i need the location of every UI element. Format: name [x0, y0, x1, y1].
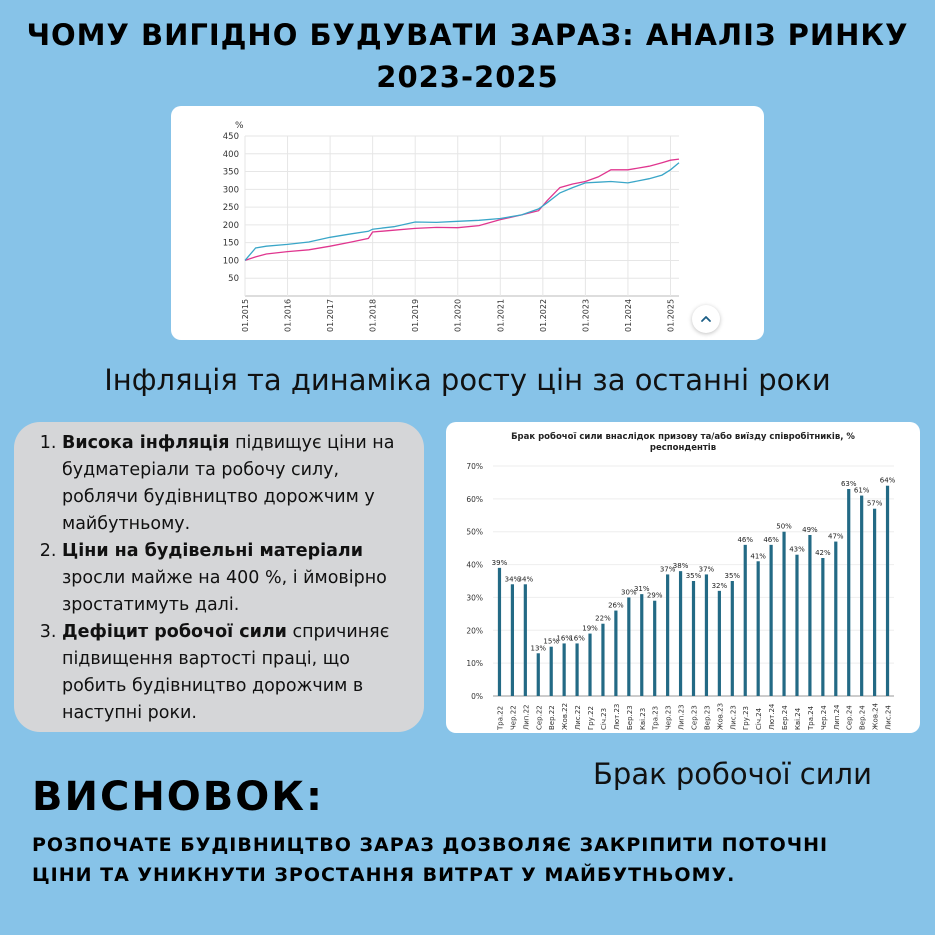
page-title: ЧОМУ ВИГІДНО БУДУВАТИ ЗАРАЗ: АНАЛІЗ РИНКУ 2023-2025	[26, 18, 909, 94]
list-item-strong: Висока інфляція	[62, 433, 230, 453]
x-tick-label: 01.2020	[453, 298, 463, 332]
x-tick-label: Жов.24	[871, 702, 880, 730]
bar	[757, 561, 760, 696]
x-tick-label: Гру.23	[742, 706, 751, 730]
bar-chart-x-ticks	[496, 702, 892, 731]
line-chart-series	[245, 159, 679, 260]
x-tick-label: Тра.23	[651, 705, 660, 730]
y-tick-label: 40%	[466, 560, 483, 570]
bar-data-label: 42%	[815, 549, 831, 557]
bar	[666, 574, 669, 696]
x-tick-label: Лис.22	[574, 705, 583, 730]
x-tick-label: 01.2024	[623, 298, 633, 332]
y-tick-label: 250	[222, 203, 239, 214]
x-tick-label: Бер.24	[781, 705, 790, 730]
x-tick-label: 01.2019	[411, 298, 421, 332]
x-tick-label: Сер.24	[845, 705, 854, 730]
y-tick-label: 100	[222, 256, 239, 267]
bar-data-label: 19%	[582, 624, 598, 633]
x-tick-label: Лют.24	[768, 703, 777, 730]
bar	[614, 611, 617, 696]
x-tick-label: Чер.23	[664, 705, 673, 730]
bar-data-label: 30%	[621, 588, 637, 597]
line-chart-y-ticks	[223, 132, 239, 284]
bar-data-label: 41%	[750, 552, 766, 561]
bar-data-label: 16%	[569, 634, 585, 643]
x-tick-label: Кві.24	[793, 707, 802, 730]
bar-data-label: 43%	[789, 545, 805, 554]
x-tick-label: Гру.22	[587, 706, 596, 730]
bar-data-label: 50%	[776, 522, 792, 531]
list-item-strong: Дефіцит робочої сили	[62, 622, 287, 642]
list-item-text: зросли майже на 400 %, і ймовірно зростатимуть далі.	[62, 568, 387, 615]
labor-shortage-bar-chart	[446, 422, 920, 733]
x-tick-label: Чер.22	[509, 705, 518, 730]
y-tick-label: 0%	[471, 692, 483, 701]
bar-data-label: 35%	[685, 572, 702, 580]
y-tick-label: 450	[222, 132, 239, 142]
bar-data-label: 16%	[556, 634, 572, 643]
bar	[653, 601, 656, 696]
x-tick-label: 01.2015	[241, 298, 250, 332]
line-chart-y-label: %	[235, 121, 244, 131]
clipped-heading	[231, 106, 291, 108]
bar-data-label: 22%	[595, 614, 611, 623]
bar	[705, 574, 708, 696]
x-tick-label: Лип.24	[832, 704, 841, 730]
x-tick-label: Жов.23	[716, 702, 725, 730]
bar-data-label: 49%	[802, 526, 818, 534]
y-tick-label: 150	[222, 238, 239, 249]
x-tick-label: Лис.23	[729, 705, 738, 730]
list-item	[62, 619, 410, 727]
conclusion-title: ВИСНОВОК:	[32, 774, 324, 820]
bar	[718, 591, 721, 696]
line-chart-grid	[245, 136, 679, 296]
y-tick-label: 50	[228, 274, 239, 285]
x-tick-label: Сер.22	[535, 705, 544, 730]
bar	[498, 568, 501, 696]
x-tick-label: 01.2018	[368, 298, 378, 332]
bar-chart-y-ticks	[466, 462, 483, 701]
bar-data-label: 35%	[724, 572, 741, 580]
bar-data-label: 46%	[763, 535, 779, 544]
bar-data-label: 26%	[608, 601, 624, 610]
bar	[679, 571, 682, 696]
bar	[692, 581, 695, 696]
bar-data-label: 13%	[530, 644, 547, 653]
bar	[537, 653, 540, 696]
bar-data-label: 15%	[543, 637, 559, 646]
bar	[563, 643, 566, 696]
bar	[834, 542, 837, 696]
x-tick-label: Лип.23	[677, 704, 686, 730]
list-item	[62, 538, 410, 619]
x-tick-label: Січ.24	[755, 707, 764, 730]
bar	[550, 647, 553, 696]
x-tick-label: 01.2025	[666, 298, 676, 332]
x-tick-label: Кві.23	[638, 707, 647, 730]
x-tick-label: Бер.23	[625, 705, 634, 730]
price-growth-line-chart	[171, 106, 764, 340]
y-tick-label: 10%	[466, 659, 483, 669]
x-tick-label: 01.2021	[496, 298, 506, 332]
bar	[640, 594, 643, 696]
y-tick-label: 300	[222, 185, 239, 196]
x-tick-label: Вер.24	[858, 705, 867, 730]
x-tick-label: Сер.23	[690, 705, 699, 730]
list-item-strong: Ціни на будівельні матеріали	[62, 541, 363, 561]
x-tick-label: Чер.24	[819, 705, 828, 730]
bar-chart-title	[511, 431, 855, 453]
bar-data-label: 38%	[672, 562, 689, 571]
x-tick-label: Лют.23	[612, 703, 621, 730]
x-tick-label: 01.2017	[326, 298, 336, 332]
bar	[744, 545, 747, 696]
bar	[511, 584, 514, 696]
bar	[847, 489, 850, 696]
bar	[821, 558, 824, 696]
bar-chart-bars	[498, 486, 889, 696]
x-tick-label: Тра.24	[806, 705, 815, 730]
bar-data-label: 63%	[840, 480, 857, 488]
bar-data-label: 32%	[711, 581, 728, 590]
list-item-text: підвищує ціни на будматеріали та робочу силу, роблячи будівництво дорожчим у майбутньому.	[62, 433, 395, 534]
key-points-box	[14, 422, 424, 732]
bar	[782, 532, 785, 696]
bar-data-label: 57%	[866, 499, 883, 508]
labor-caption: Брак робочої сили	[593, 757, 872, 791]
y-tick-label: 400	[222, 149, 239, 160]
y-tick-label: 350	[222, 167, 239, 178]
chevron-up-icon	[699, 312, 713, 326]
y-tick-label: 200	[222, 220, 239, 231]
line-series-series-b	[245, 163, 679, 261]
x-tick-label: 01.2016	[283, 298, 293, 332]
bar-data-label: 29%	[646, 591, 663, 600]
y-tick-label: 20%	[466, 626, 483, 636]
bar-data-label: 37%	[698, 565, 715, 574]
bar-data-label: 34%	[504, 575, 521, 584]
price-growth-chart-card	[171, 106, 764, 340]
bar	[524, 584, 527, 696]
bar	[873, 509, 876, 696]
bar-data-label: 34%	[517, 575, 534, 584]
y-tick-label: 30%	[466, 593, 483, 603]
x-tick-label: Вер.23	[703, 705, 712, 730]
bar	[731, 581, 734, 696]
bar-data-label: 39%	[491, 558, 508, 567]
bar	[601, 624, 604, 696]
y-tick-label: 50%	[466, 527, 483, 537]
bar	[795, 555, 798, 696]
x-tick-label: Січ.23	[599, 707, 608, 730]
bar	[588, 634, 591, 696]
key-points-list	[46, 430, 410, 727]
bar	[886, 486, 889, 696]
bar-title-line-1: Брак робочої сили внаслідок призову та/або виїзду співробітників, %	[511, 432, 855, 442]
bar-title-line-2: респондентів	[649, 443, 717, 453]
bar-data-label: 37%	[659, 565, 676, 574]
bar	[575, 643, 578, 696]
x-tick-label: Лис.24	[884, 705, 893, 730]
bar-data-label: 46%	[737, 535, 754, 544]
bar-data-label: 47%	[828, 532, 844, 541]
scroll-up-button[interactable]	[692, 305, 720, 333]
line-series-series-a	[245, 159, 679, 260]
x-tick-label: Лип.22	[522, 704, 531, 730]
x-tick-label: 01.2022	[538, 298, 548, 332]
bar-data-label: 31%	[633, 585, 650, 594]
bar	[770, 545, 773, 696]
conclusion-text: РОЗПОЧАТЕ БУДІВНИЦТВО ЗАРАЗ ДОЗВОЛЯЄ ЗАКРІПИТИ ПОТОЧНІ ЦІНИ ТА УНИКНУТИ ЗРОСТАННЯ ВИТРАТ У МАЙБУТНЬОМУ.	[32, 834, 829, 886]
y-tick-label: 70%	[466, 462, 483, 471]
bar	[860, 496, 863, 696]
bar-data-label: 61%	[853, 486, 870, 495]
list-item-text: спричиняє підвищення вартості праці, що робить будівництво дорожчим в наступні роки.	[62, 622, 390, 723]
labor-shortage-chart-card	[446, 422, 920, 733]
inflation-caption: Інфляція та динаміка росту цін за останні роки	[104, 363, 831, 397]
bar	[627, 597, 630, 696]
y-tick-label: 60%	[466, 494, 483, 504]
bar-data-label: 64%	[879, 476, 896, 485]
x-tick-label: Тра.22	[496, 705, 505, 730]
list-item	[62, 430, 410, 538]
bar	[808, 535, 811, 696]
x-tick-label: Жов.22	[561, 702, 570, 730]
line-chart-x-ticks	[241, 299, 675, 332]
x-tick-label: 01.2023	[581, 298, 591, 332]
x-tick-label: Вер.22	[548, 705, 557, 730]
